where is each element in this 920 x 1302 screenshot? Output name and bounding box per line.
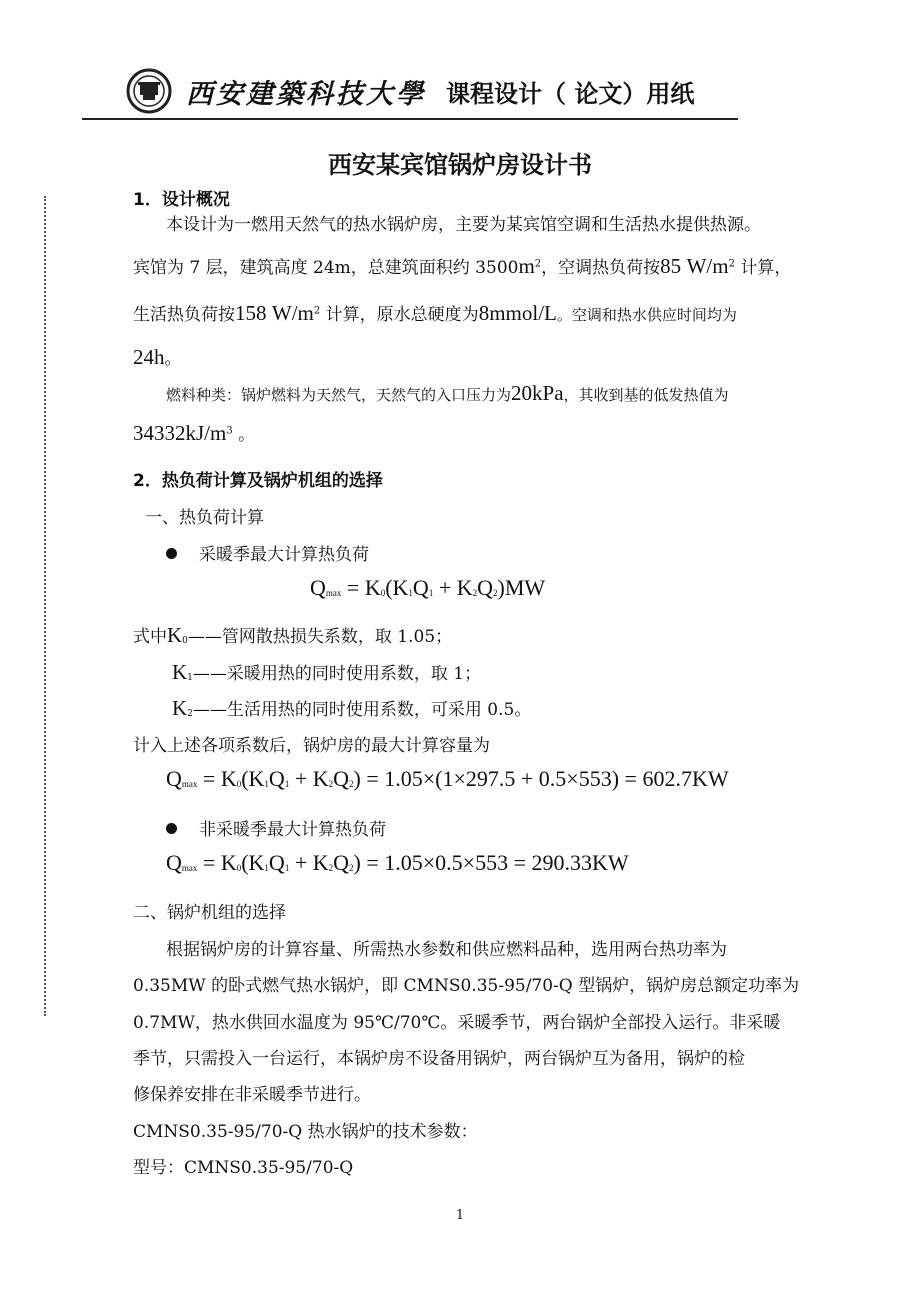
paragraph-line: 根据锅炉房的计算容量、所需热水参数和供应燃料品种，选用两台热功率为 [166,940,727,960]
paragraph-line: 24h。 [133,345,182,369]
subsection-heading: 一、热负荷计算 [145,508,264,528]
paragraph-line: 0.35MW 的卧式燃气热水锅炉，即 CMNS0.35-95/70-Q 型锅炉，锅炉房总额定功率为 [133,976,800,996]
paper-type-label: 课程设计（ 论文）用纸 [446,80,695,108]
paragraph-line: CMNS0.35-95/70-Q 热水锅炉的技术参数： [133,1122,478,1142]
header-rule [82,118,738,120]
definition-line: $K_1——$采暖用热的同时使用系数，取 1； [172,660,482,684]
subsection-heading: 二、锅炉机组的选择 [133,903,286,923]
section-2-heading: 2．热负荷计算及锅炉机组的选择 [133,471,383,491]
fuel-info-line: $34332kJ/m^3$ 。 [133,421,256,445]
definition-line: $K_2——$生活用热的同时使用系数，可采用 0.5。 [172,696,532,720]
university-name: 西安建築科技大學 [186,79,426,110]
paragraph-line: 本设计为一燃用天然气的热水锅炉房，主要为某宾馆空调和生活热水提供热源。 [166,215,761,235]
section-1-heading: 1．设计概况 [133,190,230,210]
paragraph-line: 型号：CMNS0.35-95/70-Q [133,1158,354,1178]
binding-line [44,196,46,1016]
paragraph-line: 修保养安排在非采暖季节进行。 [133,1085,371,1105]
paragraph-line: 计入上述各项系数后，锅炉房的最大计算容量为 [133,736,490,756]
paragraph-line: 0.7MW，热水供回水温度为 95℃/70℃。采暖季节，两台锅炉全部投入运行。非采暖 [133,1013,781,1033]
university-seal-icon [126,68,172,114]
definition-line: 式中$K_0——$管网散热损失系数，取 1.05； [133,623,453,647]
document-title: 西安某宾馆锅炉房设计书 [328,151,592,179]
formula-non-heating-season: $Q_{max} = K_0(K_1Q_1 + K_2Q_2) = 1.05\times 0.5\times 553 = 290.33KW$ [166,850,629,875]
formula-heating-season: $Q_{max} = K_0(K_1Q_1 + K_2Q_2) = 1.05\times(1\times 297.5 + 0.5\times 553) = 602.7KW$ [166,766,729,791]
bullet-icon [166,823,177,834]
formula-max-load: $Q_{max} = K_0(K_1Q_1 + K_2Q_2)MW$ [310,575,546,600]
bullet-item: 采暖季最大计算热负荷 [166,540,369,565]
paragraph-line: 生活热负荷按158 $W/m^2$ 计算，原水总硬度为8mmol/L。空调和热水供应时间均为 [133,301,737,325]
page-number: 1 [455,1208,465,1223]
paragraph-line: 宾馆为 7 层，建筑高度 24m，总建筑面积约 $3500m^2$，空调热负荷按85 $W/m^2$ 计算， [133,254,792,278]
bullet-icon [166,548,177,559]
fuel-info-line: 燃料种类：锅炉燃料为天然气，天然气的入口压力为20kPa，其收到基的低发热值为 [166,381,729,405]
bullet-item: 非采暖季最大计算热负荷 [166,815,386,840]
paragraph-line: 季节，只需投入一台运行，本锅炉房不设备用锅炉，两台锅炉互为备用，锅炉的检 [133,1049,745,1069]
